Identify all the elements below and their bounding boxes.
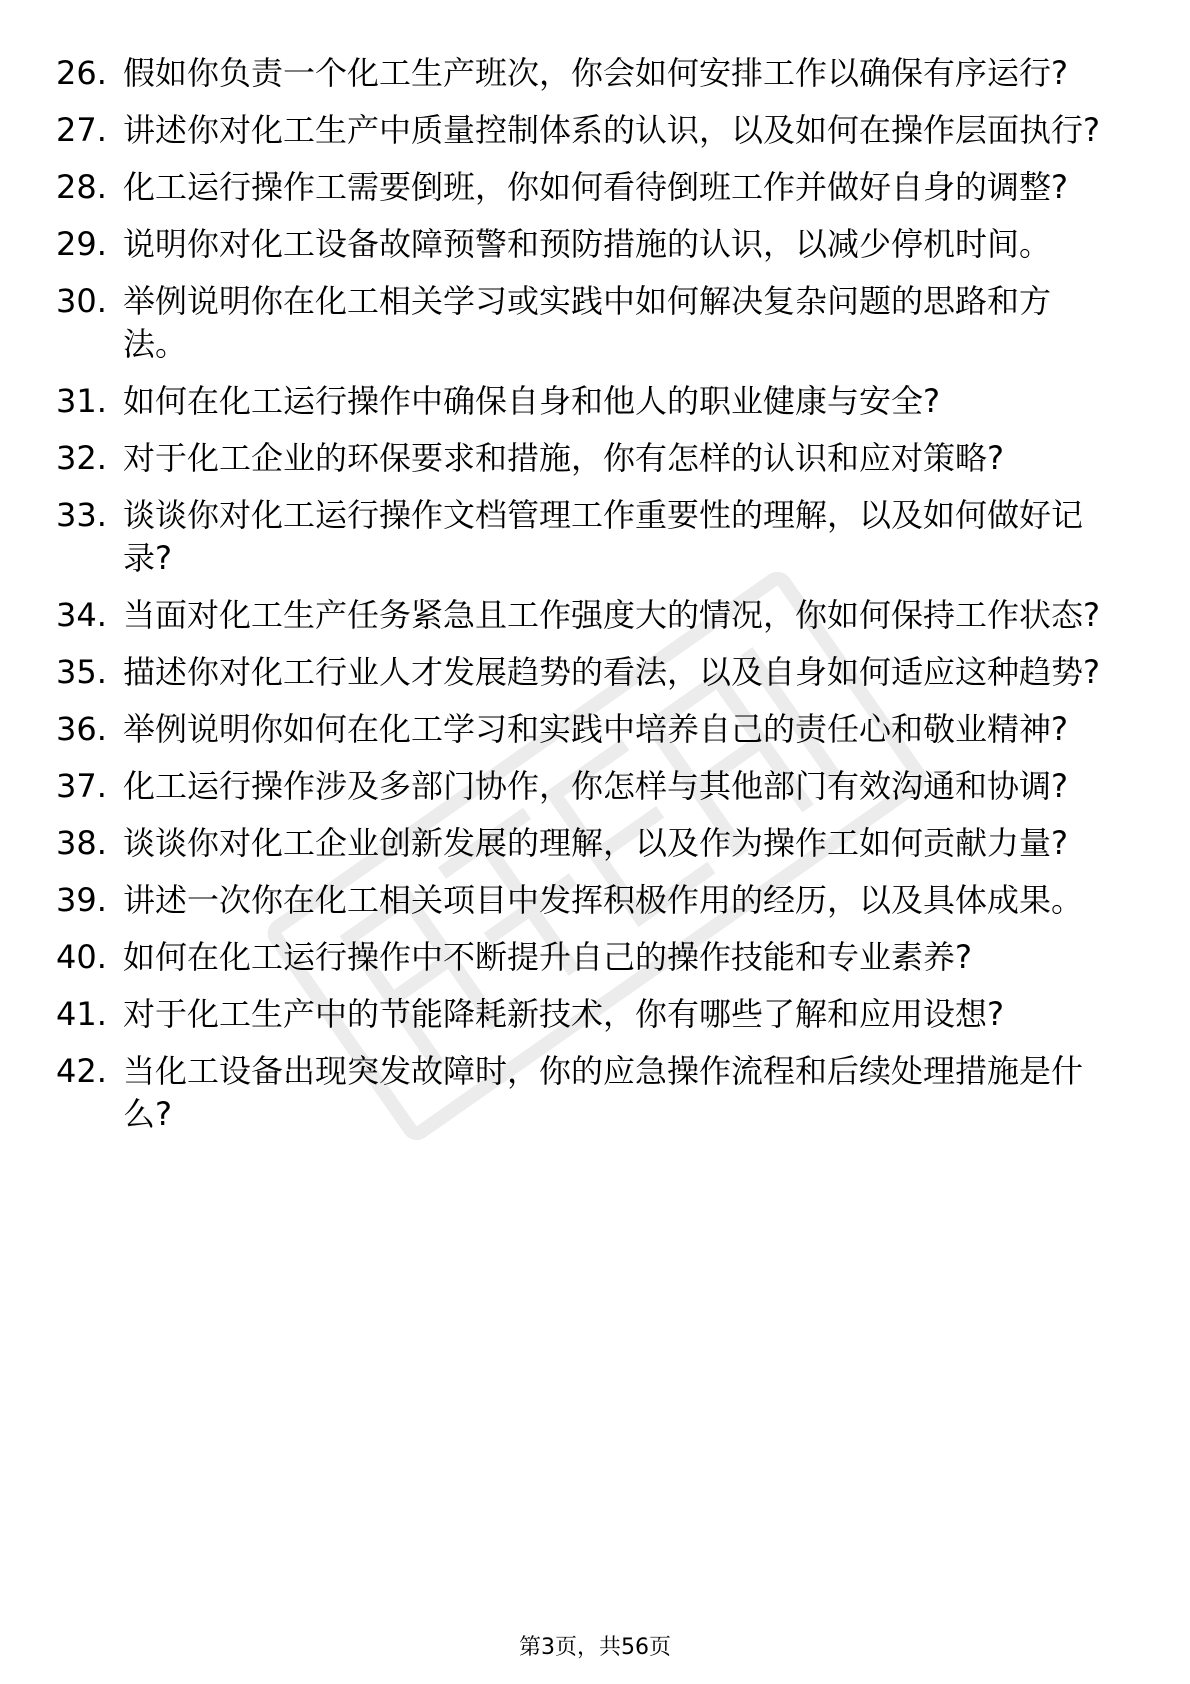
question-number: 28. [56,168,107,206]
question-text: 谈谈你对化工企业创新发展的理解，以及作为操作工如何贡献力量? [123,824,1068,862]
question-item [56,494,1106,580]
question-text: 讲述你对化工生产中质量控制体系的认识，以及如何在操作层面执行? [123,111,1100,149]
question-text: 说明你对化工设备故障预警和预防措施的认识，以减少停机时间。 [123,225,1052,263]
question-item [56,594,1106,637]
question-item [56,879,1106,922]
question-text: 举例说明你在化工相关学习或实践中如何解决复杂问题的思路和方法。 [123,282,1052,363]
question-item [56,223,1106,266]
question-item [56,437,1106,480]
question-text: 化工运行操作涉及多部门协作，你怎样与其他部门有效沟通和协调? [123,767,1068,805]
question-text: 对于化工生产中的节能降耗新技术，你有哪些了解和应用设想? [123,995,1004,1033]
question-number: 32. [56,439,107,477]
question-number: 39. [56,881,107,919]
question-text: 当化工设备出现突发故障时，你的应急操作流程和后续处理措施是什么? [123,1052,1084,1133]
question-text: 谈谈你对化工运行操作文档管理工作重要性的理解，以及如何做好记录? [123,496,1084,577]
question-text: 化工运行操作工需要倒班，你如何看待倒班工作并做好自身的调整? [123,168,1068,206]
question-item [56,109,1106,152]
page-footer: 第3页，共56页 [519,1635,671,1660]
question-number: 33. [56,496,107,534]
question-text: 如何在化工运行操作中不断提升自己的操作技能和专业素养? [123,938,972,976]
question-text: 当面对化工生产任务紧急且工作强度大的情况，你如何保持工作状态? [123,596,1100,634]
question-item [56,708,1106,751]
question-item [56,936,1106,979]
question-item [56,166,1106,209]
question-text: 讲述一次你在化工相关项目中发挥积极作用的经历，以及具体成果。 [123,881,1084,919]
question-number: 34. [56,596,107,634]
question-number: 27. [56,111,107,149]
question-number: 31. [56,382,107,420]
question-text: 假如你负责一个化工生产班次，你会如何安排工作以确保有序运行? [123,54,1068,92]
question-number: 38. [56,824,107,862]
question-item [56,651,1106,694]
question-text: 如何在化工运行操作中确保自身和他人的职业健康与安全? [123,382,940,420]
question-text: 对于化工企业的环保要求和措施，你有怎样的认识和应对策略? [123,439,1004,477]
question-number: 29. [56,225,107,263]
question-item [56,765,1106,808]
question-number: 40. [56,938,107,976]
question-text: 描述你对化工行业人才发展趋势的看法，以及自身如何适应这种趋势? [123,653,1100,691]
question-number: 42. [56,1052,107,1090]
question-number: 30. [56,282,107,320]
question-number: 37. [56,767,107,805]
question-item [56,380,1106,423]
question-item [56,822,1106,865]
question-item [56,993,1106,1036]
question-item [56,280,1106,366]
question-number: 35. [56,653,107,691]
question-item [56,1050,1106,1136]
question-number: 41. [56,995,107,1033]
question-number: 26. [56,54,107,92]
question-text: 举例说明你如何在化工学习和实践中培养自己的责任心和敬业精神? [123,710,1068,748]
question-item [56,52,1106,95]
question-number: 36. [56,710,107,748]
question-list [56,52,1106,1150]
